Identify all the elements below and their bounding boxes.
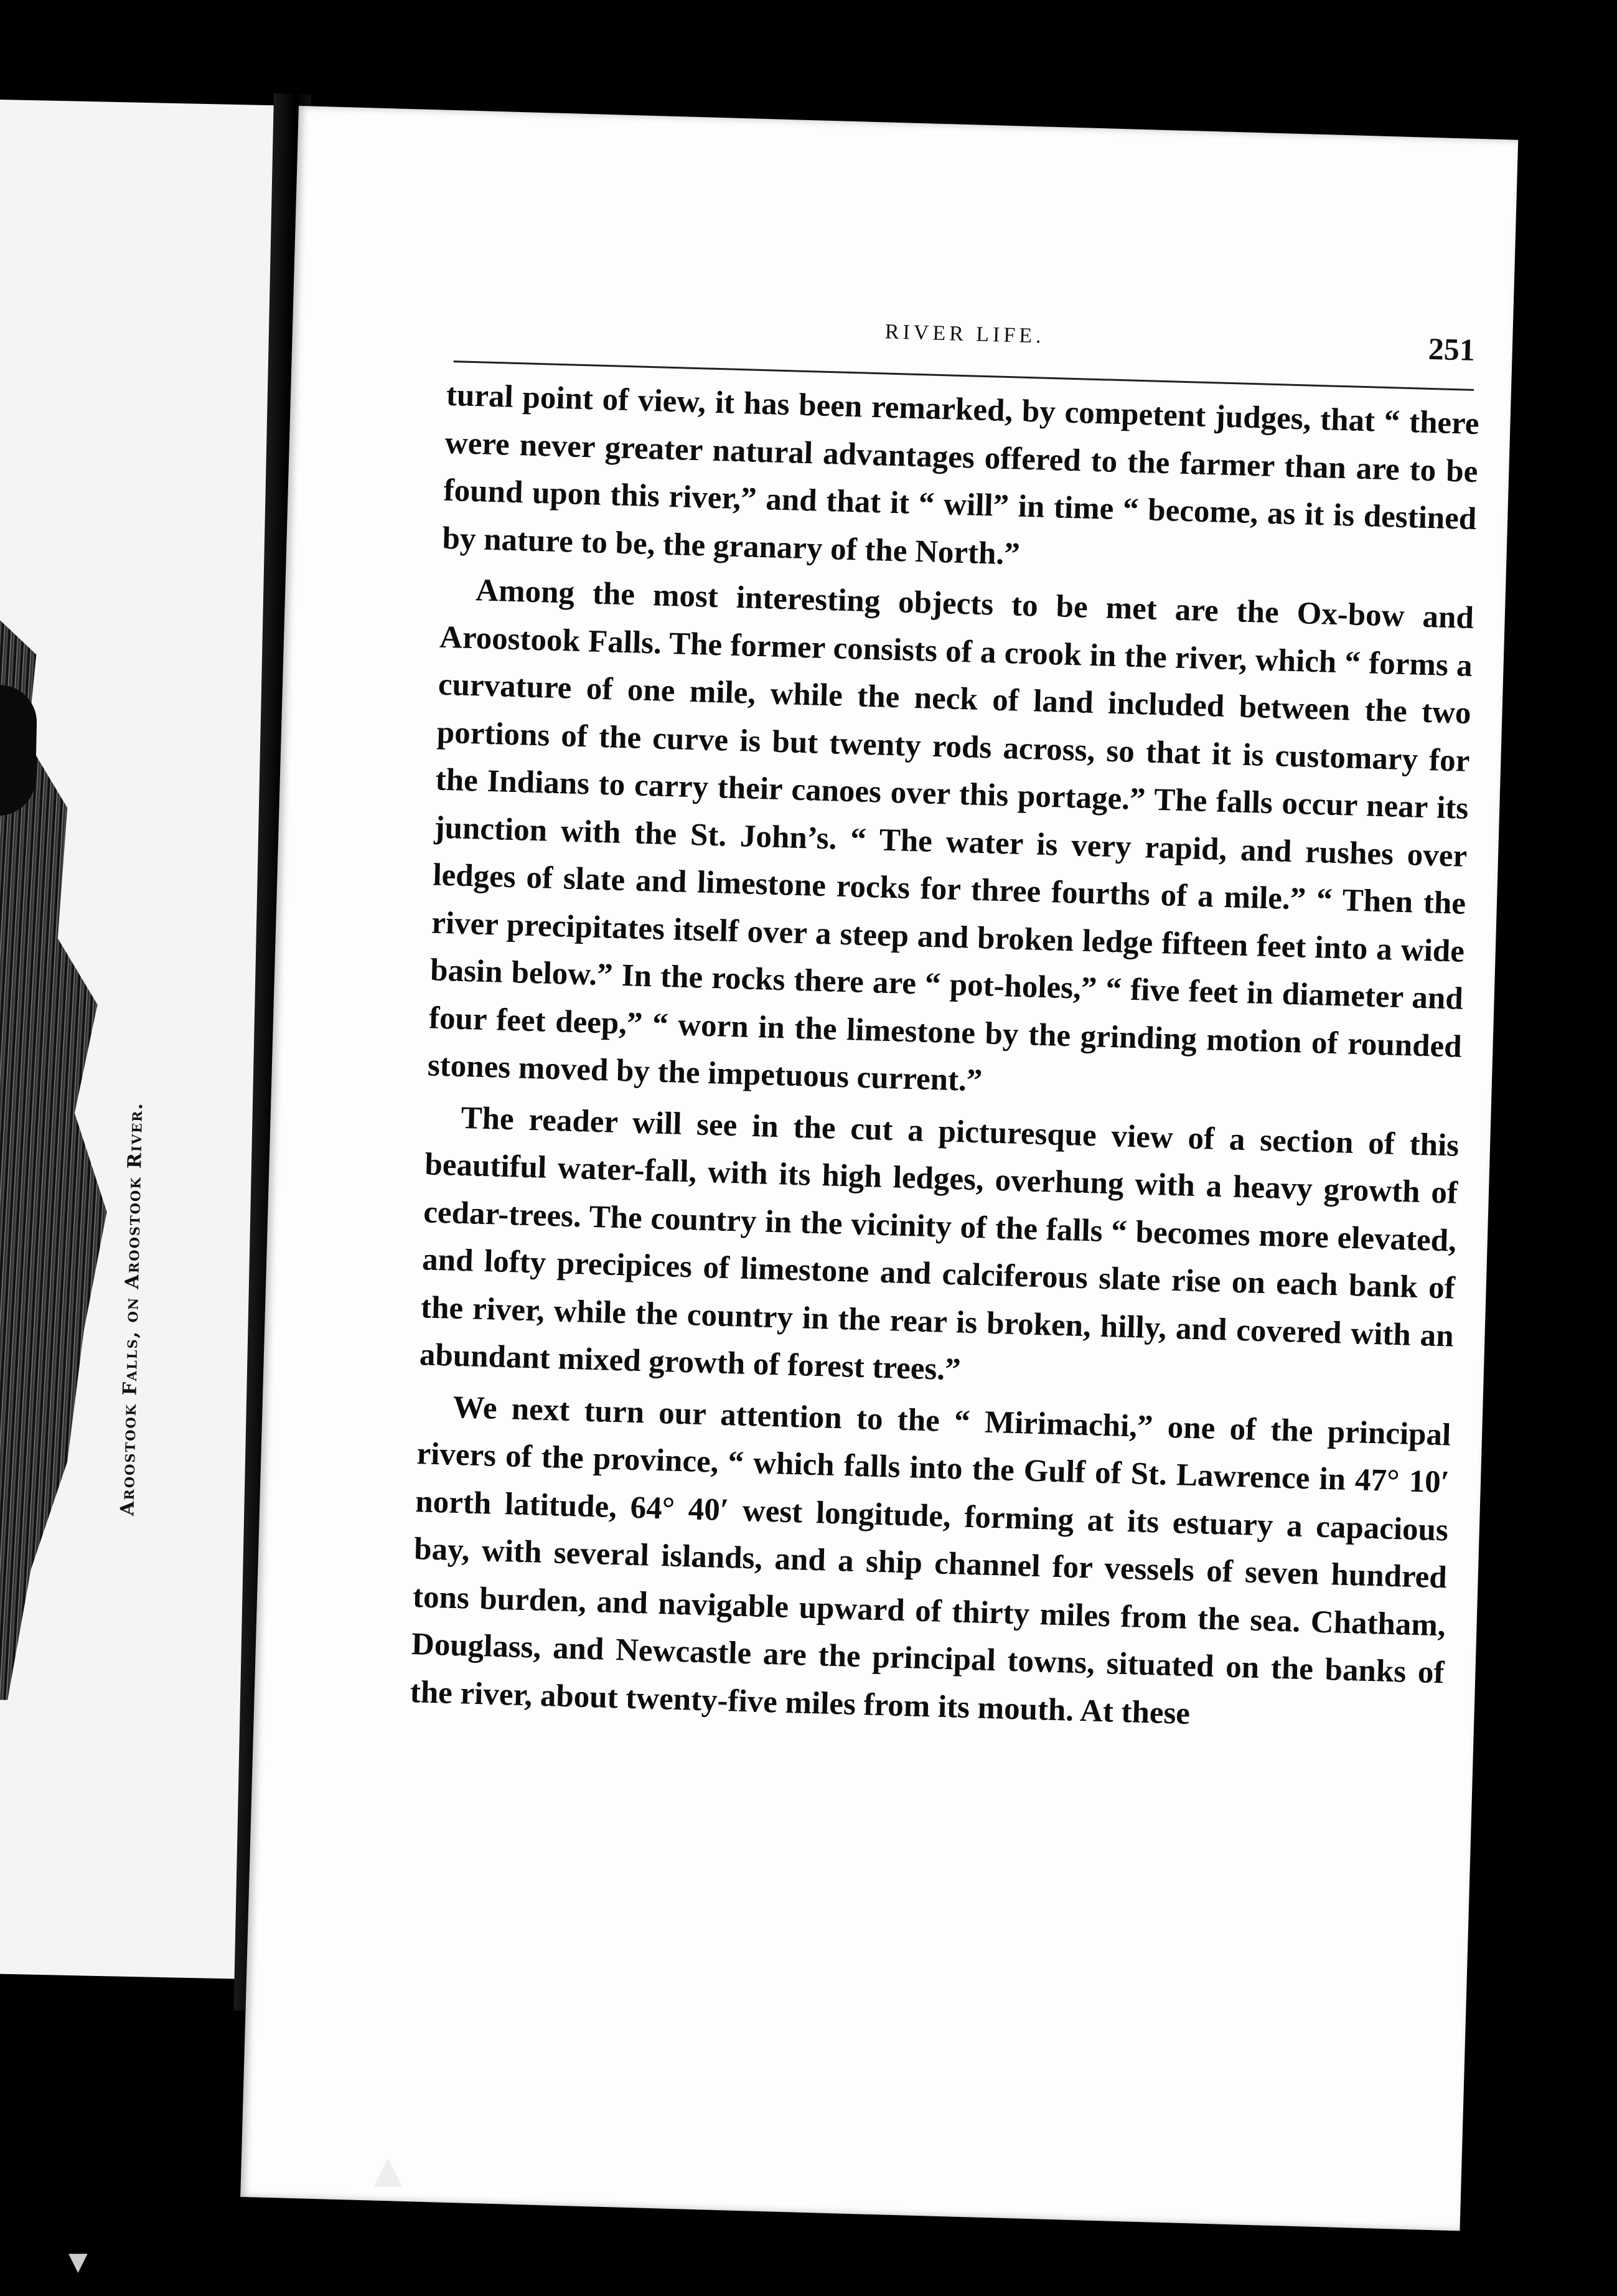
body-text <box>410 372 1480 1749</box>
paragraph: Among the most interesting objects to be met are the Ox-bow and Aroostook Falls. The former consists of a crook in the river, which “ forms a curvature of one mile, while the neck of land included between the two portions of the curve is but twenty rods across, so that it is customary for the Indians to carry their canoes over this portage.” The falls occur near its junction with the St. John’s. “ The water is very rapid, and rushes over ledges of slate and limestone rocks for three fourths of a mile.” “ Then the river precipitates itself over a steep and broken ledge fifteen feet into a wide basin below.” In the rocks there are “ pot-holes,” “ five feet in diameter and four feet deep,” “ worn in the limestone by the grinding motion of rounded stones moved by the impetuous current.” <box>427 573 1474 1099</box>
paragraph: We next turn our attention to the “ Mirimachi,” one of the principal rivers of the province, “ which falls into the Gulf of St. Lawrence in 47° 10′ north latitude, 64° 40′ west longitude, forming at its estuary a capacious bay, with several islands, and a ship channel for vessels of seven hundred tons burden, and navigable upward of thirty miles from the sea. Chatham, Douglass, and Newcastle are the principal towns, situated on the banks of the river, about twenty-five miles from its mouth. At these <box>410 1390 1451 1731</box>
plate-caption: Aroostook Falls, on Aroostook River. <box>116 1101 148 1517</box>
paragraph: The reader will see in the cut a picturesque view of a section of this beautiful water-fall, with its high ledges, overhung with a heavy growth of cedar-trees. The country in the vicinity of the falls “ becomes more elevated, and lofty precipices of limestone and calciferous slate rise on each bank of the river, while the country in the rear is broken, hilly, and covered with an abundant mixed growth of forest trees.” <box>419 1100 1460 1388</box>
running-head: RIVER LIFE. <box>884 320 1046 348</box>
page-header <box>454 303 1476 382</box>
scan-artifact-mark: ▼ <box>68 2247 88 2276</box>
scan-artifact-mark: ▲ <box>373 2148 403 2191</box>
text-page <box>240 106 1518 2231</box>
page-number: 251 <box>1428 331 1476 367</box>
paragraph: tural point of view, it has been remarked, by competent judges, that “ there were never greater natural advantages offered to the farmer than are to be found upon this river,” and that it “ will” in time “ become, as it is destined by nature to be, the granary of the North.” <box>441 377 1480 572</box>
